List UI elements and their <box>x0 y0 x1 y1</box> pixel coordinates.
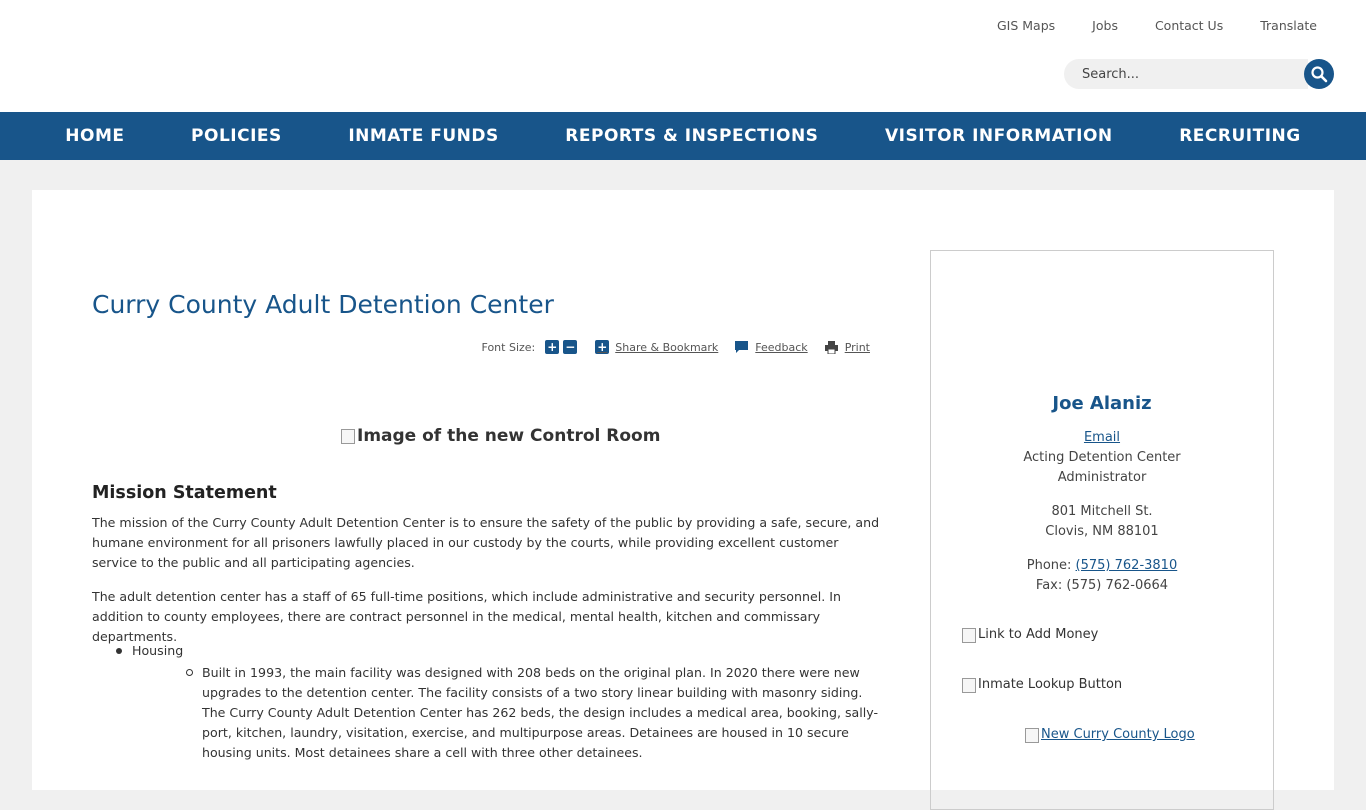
contact-details <box>931 428 1273 488</box>
feedback-link[interactable]: Feedback <box>734 340 807 354</box>
printer-icon <box>824 340 839 354</box>
contact-address <box>931 502 1273 542</box>
contact-sidebar <box>930 250 1274 810</box>
address-line-1: 801 Mitchell St. <box>1051 504 1153 519</box>
phone-link[interactable]: (575) 762-3810 <box>1075 558 1178 573</box>
contact-us-link[interactable]: Contact Us <box>1154 18 1224 33</box>
email-link[interactable]: Email <box>1083 430 1121 445</box>
search-box <box>1064 59 1334 89</box>
nav-policies[interactable]: POLICIES <box>191 126 282 146</box>
mission-heading: Mission Statement <box>92 483 277 503</box>
broken-image-icon <box>341 429 355 444</box>
add-money-image-link[interactable]: Link to Add Money <box>962 625 1098 645</box>
search-button[interactable] <box>1304 59 1334 89</box>
phone-label: Phone: <box>1026 558 1076 573</box>
nav-recruiting[interactable]: RECRUITING <box>1179 126 1301 146</box>
contact-phone <box>931 556 1273 596</box>
print-link[interactable]: Print <box>824 340 870 354</box>
nav-visitor-information[interactable]: VISITOR INFORMATION <box>884 126 1113 146</box>
page-title: Curry County Adult Detention Center <box>92 290 554 319</box>
mission-paragraph: The mission of the Curry County Adult Detention Center is to ensure the safety of the public by providing a safe, secure, and humane environment for all prisoners lawfully placed in our custody by the courts, while providing excellent customer service to the public and all participating agencies. <box>92 515 880 570</box>
sub-list-item: Built in 1993, the main facility was designed with 208 beds on the original plan. In 2020 there were new upgrades to the detention center. The facility consists of a two story linear building with masonry siding. The Curry County Adult Detention Center has 262 beds, the design includes a medical area, booking, sally-port, kitchen, laundry, visitation, exercise, and multipurpose areas. Detainees are housed in 10 secure housing units. Most detainees share a cell with three other detainees. <box>132 663 882 763</box>
contact-title-2: Administrator <box>1057 470 1147 485</box>
page-tools <box>482 340 870 354</box>
plus-icon: + <box>597 340 608 354</box>
contact-title-1: Acting Detention Center <box>1023 450 1181 465</box>
main-nav <box>0 112 1366 160</box>
broken-image-icon <box>962 678 976 693</box>
staff-paragraph: The adult detention center has a staff of 65 full-time positions, which include administrative and security personnel. In addition to county employees, there are contract personnel in the medical, mental health, kitchen and commissary departments. <box>92 589 841 644</box>
contact-name: Joe Alaniz <box>1052 393 1152 414</box>
list-item: Housing Built in 1993, the main facility was designed with 208 beds on the original plan. In 2020 there were new upgrades to the detention center. The facility consists of a two story linear building with masonry siding. The Curry County Adult Detention Center has 262 beds, the design includes a medical area, booking, sally-port, kitchen, laundry, visitation, exercise, and multipurpose areas. Detainees are housed in 10 secure housing units. Most detainees share a cell with three other detainees. <box>92 641 882 763</box>
share-bookmark-link[interactable]: + Share & Bookmark <box>597 340 719 354</box>
control-room-image: Image of the new Control Room <box>341 426 660 446</box>
broken-image-icon <box>962 628 976 643</box>
content-card <box>32 190 1334 790</box>
inmate-lookup-image-link[interactable]: Inmate Lookup Button <box>962 675 1122 695</box>
county-logo-image-link[interactable]: New Curry County Logo <box>1025 725 1195 745</box>
nav-home[interactable]: HOME <box>65 126 125 146</box>
font-decrease-icon[interactable]: − <box>565 340 576 354</box>
nav-reports-inspections[interactable]: REPORTS & INSPECTIONS <box>565 126 819 146</box>
address-line-2: Clovis, NM 88101 <box>1045 524 1159 539</box>
utility-links <box>997 18 1317 33</box>
fax-text: Fax: (575) 762-0664 <box>1035 578 1169 593</box>
translate-link[interactable]: Translate <box>1260 18 1317 33</box>
jobs-link[interactable]: Jobs <box>1092 18 1118 33</box>
site-header <box>0 0 1366 112</box>
gis-maps-link[interactable]: GIS Maps <box>996 18 1056 33</box>
broken-image-icon <box>1025 728 1039 743</box>
info-list <box>92 641 882 763</box>
search-icon <box>1310 65 1328 83</box>
search-input[interactable] <box>1064 59 1308 89</box>
comment-icon <box>734 340 749 354</box>
font-size-label: Font Size: <box>481 340 536 354</box>
nav-inmate-funds[interactable]: INMATE FUNDS <box>348 126 499 146</box>
font-increase-icon[interactable]: + <box>547 340 558 354</box>
